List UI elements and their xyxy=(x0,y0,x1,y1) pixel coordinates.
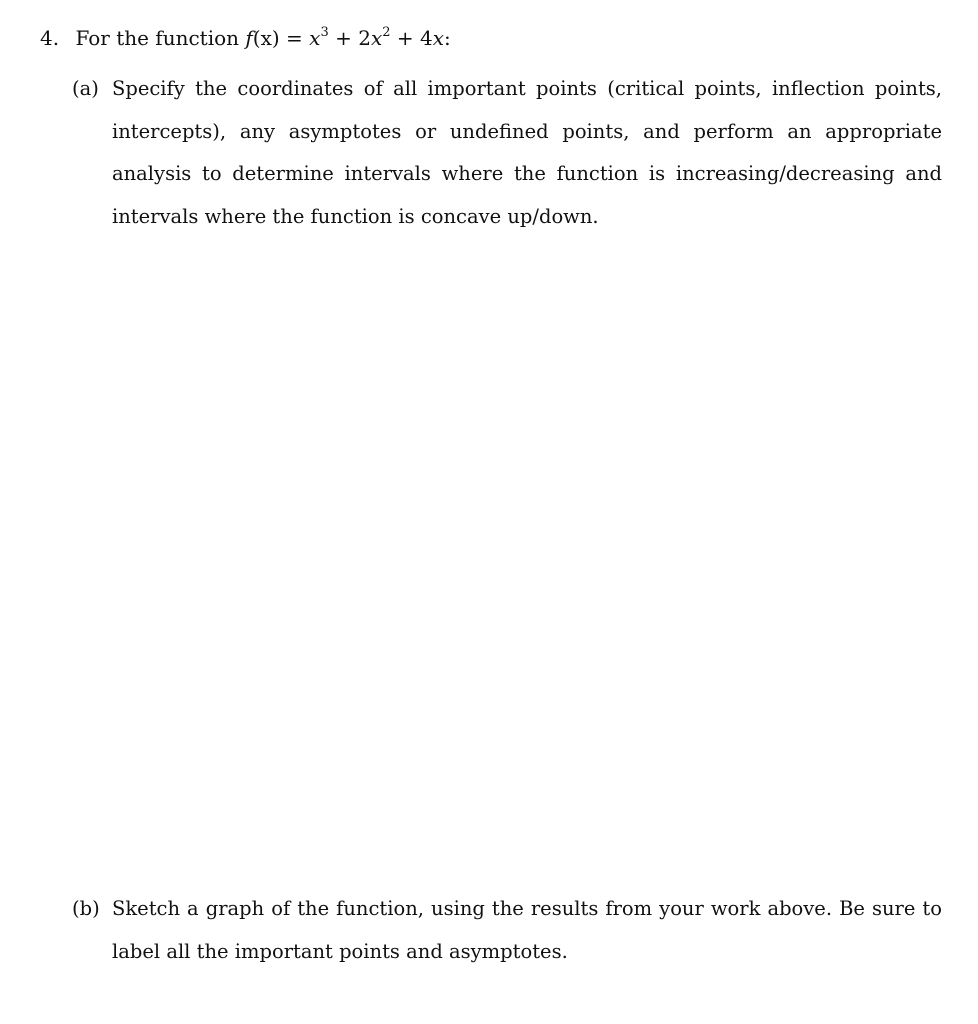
plus-coefficient-2: + 4 xyxy=(390,26,433,50)
term1-base: x xyxy=(309,26,321,50)
part-b-label: (b) xyxy=(72,897,100,920)
part-b xyxy=(72,888,942,973)
term2-exponent: 2 xyxy=(382,25,391,40)
part-b-text: Sketch a graph of the function, using the results from your work above. Be sure to label all the important points and asymptotes. xyxy=(112,897,942,963)
part-a-label: (a) xyxy=(72,77,99,100)
problem-number: 4. xyxy=(40,26,60,50)
plus-coefficient-1: + 2 xyxy=(328,26,371,50)
part-a-text: Specify the coordinates of all important points (critical points, inflection points, intercepts), any asymptotes or undefined points, and perform an appropriate analysis to determine intervals where the function is increasing/decreasing and intervals where the function is concave up/down. xyxy=(112,77,942,228)
term2-base: x xyxy=(370,26,383,50)
answer-space xyxy=(112,245,942,865)
equals-sign: = xyxy=(279,26,310,50)
part-a xyxy=(72,68,942,238)
function-name: f xyxy=(245,26,253,50)
colon: : xyxy=(443,26,451,50)
function-expression xyxy=(245,26,450,50)
term1-exponent: 3 xyxy=(320,25,329,40)
term3: x xyxy=(432,26,444,50)
problem-statement xyxy=(40,24,451,52)
problem-intro: For the function xyxy=(75,26,240,50)
function-argument: (x) xyxy=(252,26,280,50)
